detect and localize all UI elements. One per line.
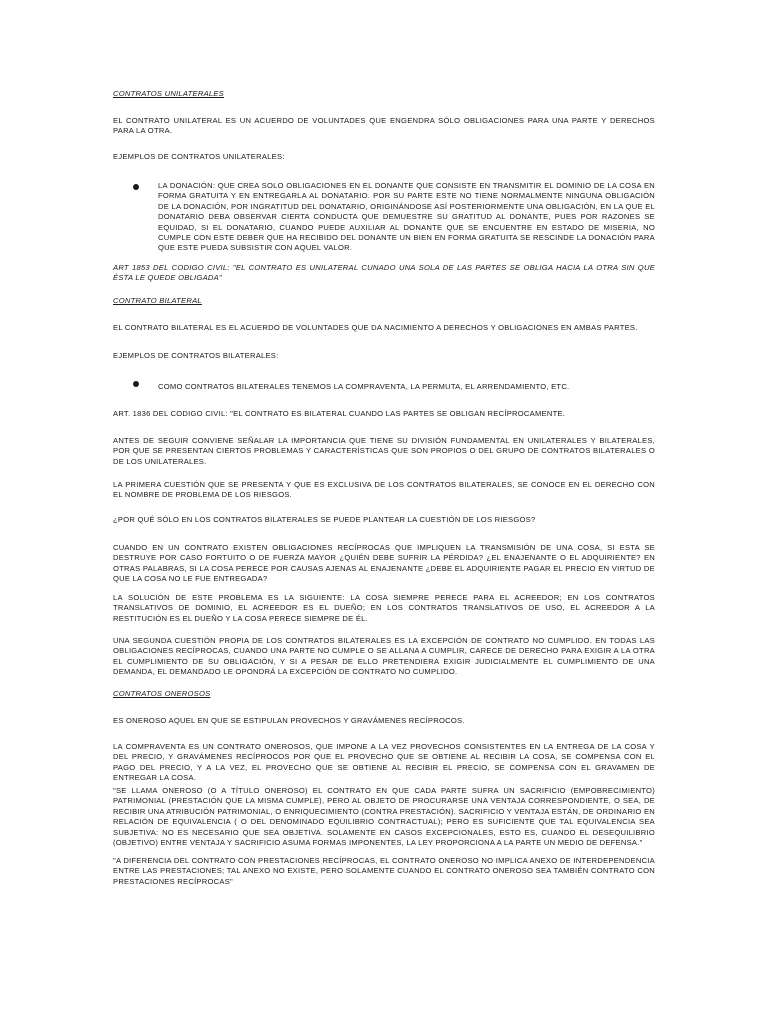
onerosos-quote-diferencia: "A DIFERENCIA DEL CONTRATO CON PRESTACIONES RECÍPROCAS, EL CONTRATO ONEROSO NO IMPLICA ANEXO DE INTERDEPENDENCIA ENTRE LAS PRESTACIONES; TAL ANEXO NO EXISTE, PERO SOLAMENTE CUANDO EL CONTRATO ONEROSO SEA TAMBIÉN CONTRATO CON PRESTACIONES RECÍPROCAS": [113, 856, 655, 886]
bilateral-question: ¿POR QUÉ SÓLO EN LOS CONTRATOS BILATERALES SE PUEDE PLANTEAR LA CUESTIÓN DE LOS RIESGOS?: [113, 515, 536, 524]
unilateral-definition: EL CONTRATO UNILATERAL ES UN ACUERDO DE VOLUNTADES QUE ENGENDRA SÓLO OBLIGACIONES PARA UNA PARTE Y DERECHOS PARA LA OTRA.: [113, 116, 655, 136]
unilateral-article-quote: ART 1853 DEL CODIGO CIVIL: "EL CONTRATO ES UNILATERAL CUNADO UNA SOLA DE LAS PARTES SE OBLIGA HACIA LA OTRA SIN QUE ÉSTA LE QUEDE OBLIGADA": [113, 263, 655, 283]
bilateral-paragraph-riesgos: LA PRIMERA CUESTIÓN QUE SE PRESENTA Y QUE ES EXCLUSIVA DE LOS CONTRATOS BILATERALES, SE CONOCE EN EL DERECHO CON EL NOMBRE DE PROBLEMA DE LOS RIESGOS.: [113, 480, 655, 500]
onerosos-definition: ES ONEROSO AQUEL EN QUE SE ESTIPULAN PROVECHOS Y GRAVÁMENES RECÍPROCOS.: [113, 716, 465, 725]
bilateral-example-bullet: COMO CONTRATOS BILATERALES TENEMOS LA COMPRAVENTA, LA PERMUTA, EL ARRENDAMIENTO, ETC.: [158, 382, 570, 391]
unilateral-example-bullet: LA DONACIÓN: QUE CREA SOLO OBLIGACIONES EN EL DONANTE QUE CONSISTE EN TRANSMITIR EL DOMINIO DE LA COSA EN FORMA GRATUITA Y EN ENTREGARLA AL DONATARIO. POR SU PARTE ESTE NO TIENE NORMALMENTE NINGUNA OBLIGACIÓN DE LA DONACIÓN, POR INGRATITUD DEL DONATARIO, ORIGINÁNDOSE ASÍ POSTERIORMENTE UNA OBLIGACIÓN, EN LA QUE EL DONATARIO DEBA OBSERVAR CIERTA CONDUCTA QUE DEMUESTRE SU GRATITUD AL DONANTE, PUES POR RAZONES SE EQUIDAD, SI EL DONATARIO, CUANDO PUEDE AUXILIAR AL DONANTE QUE SE ENCUENTRE EN ESTADO DE MISERIA, NO CUMPLE CON ESTE DEBER QUE HA RECIBIDO DEL DONANTE UN BIEN EN FORMA GRATUITA SE RESCINDE LA DONACIÓN PARA QUE ESTE PUEDA SUBSISTIR CON AQUEL VALOR.: [158, 181, 655, 253]
bilateral-examples-label: EJEMPLOS DE CONTRATOS BILATERALES:: [113, 351, 279, 360]
bilateral-article: ART. 1836 DEL CODIGO CIVIL: "EL CONTRATO ES BILATERAL CUANDO LAS PARTES SE OBLIGAN RECÍPROCAMENTE.: [113, 409, 566, 418]
bilateral-paragraph-excepcion: UNA SEGUNDA CUESTIÓN PROPIA DE LOS CONTRATOS BILATERALES ES LA EXCEPCIÓN DE CONTRATO NO CUMPLIDO. EN TODAS LAS OBLIGACIONES RECÍPROCAS, CUANDO UNA PARTE NO CUMPLE O SE ALLANA A CUMPLIR, CARECE DE DERECHO PARA EXIGIR A LA OTRA EL CUMPLIMIENTO DE SU OBLIGACIÓN, Y SI A PESAR DE ELLO PRETENDIERA EXIGIR JUDICIALMENTE EL CUMPLIMIENTO DE UNA DEMANDA, EL DEMANDADO LE OPONDRÁ LA EXCEPCIÓN DE CONTRATO NO CUMPLIDO.: [113, 636, 655, 677]
bilateral-paragraph-obligaciones: CUANDO EN UN CONTRATO EXISTEN OBLIGACIONES RECÍPROCAS QUE IMPLIQUEN LA TRANSMISIÓN DE UNA COSA, SI ESTA SE DESTRUYE POR CASO FORTUITO O DE FUERZA MAYOR ¿QUIÉN DEBE SUFRIR LA PÉRDIDA? ¿EL ENAJENANTE O EL ADQUIRIENTE? EN OTRAS PALABRAS, SI LA COSA PERECE POR CAUSAS AJENAS AL ENAJENANTE ¿DEBE EL ADQUIRIENTE PAGAR EL PRECIO EN VIRTUD DE QUE LA COSA NO LE FUE ENTREGADA?: [113, 543, 655, 584]
heading-contratos-onerosos: CONTRATOS ONEROSOS: [113, 689, 211, 698]
onerosos-quote-definition: "SE LLAMA ONEROSO (O A TÍTULO ONEROSO) EL CONTRATO EN QUE CADA PARTE SUFRA UN SACRIFICIO (EMPOBRECIMIENTO) PATRIMONIAL (PRESTACIÓN QUE LA MISMA CUMPLE), PERO AL OBJETO DE PROCURARSE UNA VENTAJA CORRESPONDIENTE, O SEA, DE RECIBIR UNA ATRIBUCIÓN PATRIMONIAL, O ENRIQUECIMIENTO (CONTRA PRESTACIÓN). SACRIFICIO Y VENTAJA ESTÁN, DE ORDINARIO EN RELACIÓN DE EQUIVALENCIA ( O DEL DENOMINADO EQUILIBRIO CONTRACTUAL); PERO ES SUFICIENTE QUE TAL EQUIVALENCIA SEA SUBJETIVA: NO ES NECESARIO QUE SEA OBJETIVA. SOLAMENTE EN CASOS EXCEPCIONALES, ESTO ES, CUANDO EL DESEQUILIBRIO (OBJETIVO) ENTRE VENTAJA Y SACRIFICIO ASUMA FORMAS IMPONENTES, LA LEY PROPORCIONA A LA PARTE UN MEDIO DE DEFENSA.": [113, 786, 655, 848]
onerosos-paragraph-compraventa: LA COMPRAVENTA ES UN CONTRATO ONEROSOS, QUE IMPONE A LA VEZ PROVECHOS CONSISTENTES EN LA ENTREGA DE LA COSA Y DEL PRECIO, Y GRAVÁMENES RECÍPROCOS POR QUE EL PROVECHO QUE SE OBTIENE AL RECIBIR LA COSA, SE COMPENSA CON EL PAGO DEL PRECIO, Y A LA VEZ, EL PROVECHO QUE SE OBTIENE AL RECIBIR EL PRECIO, SE COMPENSA CON EL GRAVAMEN DE ENTREGAR LA COSA.: [113, 742, 655, 783]
heading-contrato-bilateral: CONTRATO BILATERAL: [113, 296, 202, 305]
heading-contratos-unilaterales: CONTRATOS UNILATERALES: [113, 89, 224, 98]
bilateral-definition: EL CONTRATO BILATERAL ES EL ACUERDO DE VOLUNTADES QUE DA NACIMIENTO A DERECHOS Y OBLIGACIONES EN AMBAS PARTES.: [113, 323, 638, 332]
unilateral-examples-label: EJEMPLOS DE CONTRATOS UNILATERALES:: [113, 152, 285, 161]
bilateral-paragraph-solucion: LA SOLUCIÓN DE ESTE PROBLEMA ES LA SIGUIENTE: LA COSA SIEMPRE PERECE PARA EL ACREEDOR; EN LOS CONTRATOS TRANSLATIVOS DE DOMINIO, EL ACREEDOR ES EL DUEÑO; EN LOS CONTRATOS TRANSLATIVOS DE USO, EL ACREEDOR A LA RESTITUCIÓN ES EL DUEÑO Y LA COSA PERECE SIEMPRE DE ÉL.: [113, 593, 655, 623]
bullet-icon: [133, 184, 139, 190]
bilateral-paragraph-importance: ANTES DE SEGUIR CONVIENE SEÑALAR LA IMPORTANCIA QUE TIENE SU DIVISIÓN FUNDAMENTAL EN UNILATERALES Y BILATERALES, POR QUE SE PRESENTAN CIERTOS PROBLEMAS Y CARACTERÍSTICAS QUE SON PROPIOS O DEL GRUPO DE CONTRATOS BILATERALES O DE LOS UNILATERALES.: [113, 436, 655, 466]
bullet-icon: [133, 381, 139, 387]
